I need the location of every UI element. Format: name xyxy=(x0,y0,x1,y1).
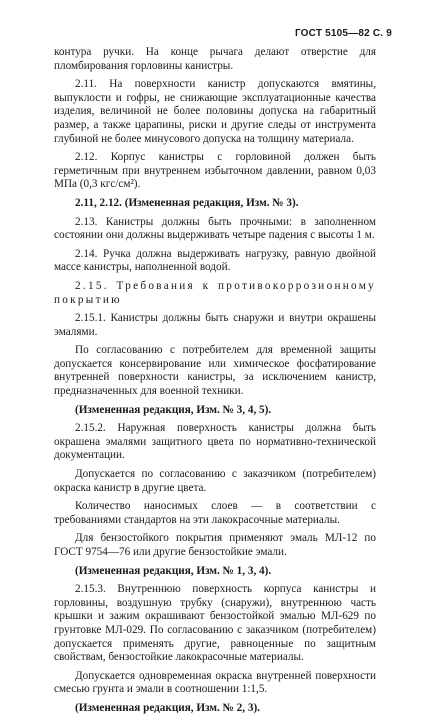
revision-note: 2.11, 2.12. (Измененная редакция, Изм. № 3). xyxy=(75,196,299,209)
paragraph: контура ручки. На конце рычага делают отверстие для пломбирования горловины канистры. xyxy=(54,46,376,72)
revision-note: (Измененная редакция, Изм. № 1, 3, 4). xyxy=(75,564,272,577)
paragraph-2-13: 2.13. Канистры должны быть прочными: в заполненном состоянии они должны выдерживать четыре падения с высоты 1 м. xyxy=(54,215,376,242)
paragraph-2-15-3: 2.15.3. Внутреннюю поверхность корпуса канистры и горловины, воздушную трубку (снаружи), внутреннюю часть крышки и зажим окрашивают бензостойкой эмалью МЛ-629 по грунтовке МЛ-029. По согласованию с заказчиком (потребителем) допускается применять другие, равноценные по защитным свойствам, бензостойкие лакокрасочные материалы. xyxy=(54,583,376,664)
revision-note: (Измененная редакция, Изм. № 2, 3). xyxy=(75,701,260,714)
paragraph: Допускается одновременная окраска внутренней поверхности смесью грунта и эмали в соотношении 1:1,5. xyxy=(54,669,376,696)
revision-note: (Измененная редакция, Изм. № 3, 4, 5). xyxy=(75,403,272,416)
paragraph-2-12: 2.12. Корпус канистры с горловиной должен быть герметичным при внутреннем избыточном давлении, равном 0,03 МПа (0,3 кгс/см²). xyxy=(54,151,376,191)
paragraph: Количество наносимых слоев — в соответствии с требованиями стандартов на эти лакокрасочные материалы. xyxy=(54,500,376,526)
paragraph-2-15-2: 2.15.2. Наружная поверхность канистры должна быть окрашена эмалями защитного цвета по нормативно-технической документации. xyxy=(54,422,376,462)
paragraph-2-11: 2.11. На поверхности канистр допускаются вмятины, выпуклости и гофры, не снижающие эксплуатационные качества изделия, величиной не более половины допуска на габаритный размер, а также царапины, риски и другие следы от инструмента глубиной не более минусового допуска на толщину материала. xyxy=(54,78,376,145)
section-heading-2-15: 2.15. Требования к противокоррозионному покрытию xyxy=(54,279,376,306)
paragraph: Допускается по согласованию с заказчиком (потребителем) окраска канистр в другие цвета. xyxy=(54,468,376,494)
paragraph-2-15-1: 2.15.1. Канистры должны быть снаружи и внутри окрашены эмалями. xyxy=(54,312,376,338)
paragraph-2-14: 2.14. Ручка должна выдерживать нагрузку, равную двойной массе канистры, наполненной водой. xyxy=(54,247,376,274)
paragraph: По согласованию с потребителем для временной защиты допускается консервирование или химическое фосфатирование внутренней поверхности канистры, за исключением канистр, предназначенных для военной техники. xyxy=(54,344,376,398)
document-body xyxy=(54,46,376,721)
paragraph: Для бензостойкого покрытия применяют эмаль МЛ-12 по ГОСТ 9754—76 или другие бензостойкие эмали. xyxy=(54,532,376,558)
page-header: ГОСТ 5105—82 С. 9 xyxy=(294,28,392,39)
